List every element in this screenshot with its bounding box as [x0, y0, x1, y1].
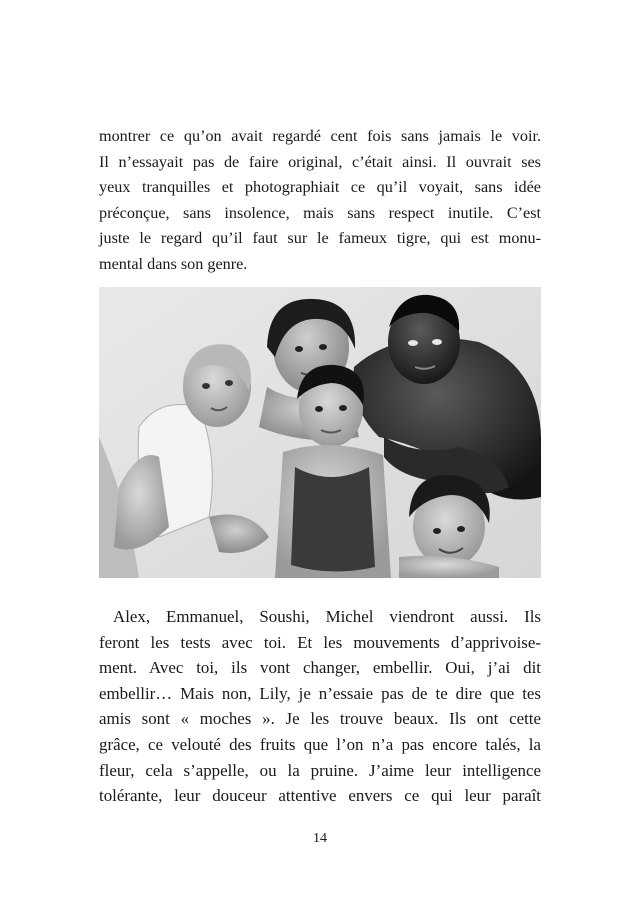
- text-line: ment. Avec toi, ils vont changer, embellir. Oui, j’ai dit: [99, 658, 541, 678]
- text-line: feront les tests avec toi. Et les mouvements d’apprivoise-: [99, 632, 541, 652]
- text-line: embellir… Mais non, Lily, je n’essaie pas de te dire que tes: [99, 683, 541, 703]
- text-line: amis sont « moches ». Je les trouve beaux. Ils ont cette: [99, 709, 541, 729]
- page-number: 14: [313, 831, 327, 846]
- text-line: tolérante, leur douceur attentive envers ce qui leur paraît: [99, 786, 541, 806]
- text-line: mental dans son genre.: [99, 254, 248, 273]
- group-photo: [99, 287, 541, 578]
- text-line: yeux tranquilles et photographiait ce qu’il voyait, sans idée: [99, 178, 541, 197]
- paragraph-2: [99, 604, 541, 809]
- text-line: Alex, Emmanuel, Soushi, Michel viendront aussi. Ils: [113, 607, 541, 626]
- text-line: juste le regard qu’il faut sur le fameux tigre, qui est monu-: [99, 229, 541, 248]
- paragraph-1: [99, 124, 541, 278]
- text-line: préconçue, sans insolence, mais sans respect inutile. C’est: [99, 203, 541, 222]
- text-line: Il n’essayait pas de faire original, c’était ainsi. Il ouvrait ses: [99, 152, 541, 171]
- text-line: fleur, cela s’appelle, ou la pruine. J’aime leur intelligence: [99, 760, 541, 780]
- text-line: montrer ce qu’on avait regardé cent fois sans jamais le voir.: [99, 127, 541, 145]
- group-photo-illustration: [99, 287, 541, 578]
- text-line: grâce, ce velouté des fruits que l’on n’a pas encore talés, la: [99, 734, 541, 754]
